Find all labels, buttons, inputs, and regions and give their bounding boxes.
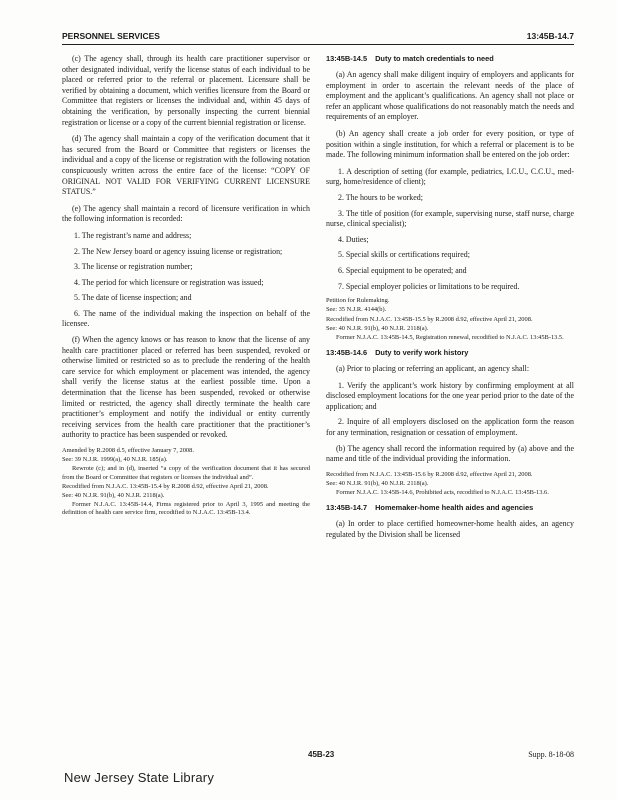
- list-item: 2. Inquire of all employers disclosed on the application form the reason for any termination, resignation or cessation of employment.: [326, 417, 574, 438]
- section-number: 13:45B-14.7: [326, 503, 368, 513]
- header-chapter: PERSONNEL SERVICES: [62, 31, 160, 41]
- list-item: 3. The title of position (for example, supervising nurse, staff nurse, charge nurse, clinical specialist);: [326, 208, 574, 229]
- page-number: 45B-23: [308, 750, 335, 759]
- list-item: 4. The period for which licensure or registration was issued;: [74, 277, 264, 287]
- history-note: Recodified from N.J.A.C. 13:45B-15.5 by R.2008 d.92, effective April 21, 2008.: [326, 315, 533, 323]
- paragraph: (a) In order to place certified homeowner-home health aides, an agency regulated by the Division shall be licensed: [326, 519, 574, 540]
- history-note: Recodified from N.J.A.C. 13:45B-15.4 by R.2008 d.92, effective April 21, 2008.: [62, 482, 269, 490]
- left-column: [62, 54, 310, 519]
- history-note: See: 40 N.J.R. 91(b), 40 N.J.R. 2118(a).: [326, 324, 429, 332]
- history-note: Former N.J.A.C. 13:45B-14.4, Firms registered prior to April 3, 1995 and meeting the definition of health care service firm, recodified to N.J.A.C. 13:45B-13.4.: [62, 501, 310, 517]
- history-note: Recodified from N.J.A.C. 13:45B-15.6 by R.2008 d.92, effective April 21, 2008.: [326, 470, 533, 478]
- list-item: 1. The registrant’s name and address;: [74, 230, 192, 240]
- paragraph: (a) An agency shall make diligent inquiry of employers and applicants for employment in order to ascertain the relevant needs of the place of employment and the applicant’s qualifications. An agency shall not place or refer an applicant whose qualifications do not reasonably match the needs and requirements of an employer.: [326, 70, 574, 122]
- paragraph-e: (e) The agency shall maintain a record of licensure verification in which the following information is recorded:: [62, 203, 310, 224]
- history-note: Rewrote (c); and in (d), inserted “a copy of the verification document that it has secured from the Board or Committee that registers or licenses the individual and”.: [62, 465, 310, 481]
- paragraph: (b) An agency shall create a job order for every position, or type of position within a single institution, for which a referral or placement is to be made. The following minimum information shall be entered on the job order:: [326, 128, 574, 160]
- list-item: 6. Special equipment to be operated; and: [338, 265, 467, 275]
- history-note: See: 40 N.J.R. 91(b), 40 N.J.R. 2118(a).: [62, 492, 165, 500]
- list-item: 4. Duties;: [338, 234, 369, 244]
- history-note: Former N.J.A.C. 13:45B-14.5, Registration renewal, recodified to N.J.A.C. 13:45B-13.5.: [336, 333, 564, 341]
- history-note: Former N.J.A.C. 13:45B-14.6, Prohibited acts, recodified to N.J.A.C. 13:45B-13.6.: [336, 489, 549, 497]
- library-stamp: New Jersey State Library: [64, 770, 215, 785]
- list-item: 6. The name of the individual making the inspection on behalf of the licensee.: [62, 308, 310, 329]
- section-title: Duty to match credentials to need: [375, 54, 494, 63]
- right-column: [326, 54, 574, 547]
- list-item: 5. Special skills or certifications required;: [338, 250, 470, 260]
- paragraph: (b) The agency shall record the information required by (a) above and the name and title of the individual providing the information.: [326, 443, 574, 464]
- history-note: See: 35 N.J.R. 4144(b).: [326, 306, 387, 314]
- supplement-date: Supp. 8-18-08: [528, 750, 574, 759]
- section-number: 13:45B-14.6: [326, 348, 368, 358]
- history-note: Amended by R.2008 d.5, effective January 7, 2008.: [62, 447, 194, 454]
- section-title: Homemaker-home health aides and agencies: [375, 503, 534, 513]
- section-heading: [326, 348, 574, 358]
- history-note: Petition for Rulemaking.: [326, 297, 390, 305]
- list-item: 3. The license or registration number;: [74, 262, 193, 272]
- paragraph: (a) Prior to placing or referring an applicant, an agency shall:: [336, 364, 530, 374]
- history-note: See: 39 N.J.R. 1999(a), 40 N.J.R. 185(a).: [62, 456, 168, 464]
- list-item: 1. Verify the applicant’s work history by confirming employment at all disclosed employment locations for the one year period prior to the date of the application; and: [326, 380, 574, 411]
- list-item: 2. The hours to be worked;: [338, 192, 423, 202]
- section-heading: [326, 503, 574, 513]
- list-item: 5. The date of license inspection; and: [74, 293, 192, 303]
- running-header: [62, 30, 574, 45]
- list-item: 1. A description of setting (for example, pediatrics, I.C.U., C.C.U., med-surg, home/residence of client);: [326, 166, 574, 187]
- paragraph-f: (f) When the agency knows or has reason to know that the license of any health care practitioner placed or referred has been suspended, revoked or otherwise limited or restricted so as to preclude the rendering of the health care service for which employment or placement was intended, the agency shall verify the license status at the earliest possible time. Upon a determination that the license has been suspended, revoked or otherwise limited or restricted, the agency shall directly terminate the health care practitioner’s employment and notify the individual or entity currently receiving services from the health care practitioner that the practitioner’s authority to practice has been suspended or revoked.: [62, 335, 310, 440]
- section-number: 13:45B-14.5: [326, 54, 368, 63]
- paragraph-d: (d) The agency shall maintain a copy of the verification document that it has secured from the Board or Committee that registers or licenses the individual and a copy of the license or registration with the following notation conspicuously written across the entire face of the license: “COPY OF ORIGINAL NOT VALID FOR VERIFYING CURRENT LICENSURE STATUS.”: [62, 134, 310, 197]
- header-section: 13:45B-14.7: [526, 31, 574, 41]
- history-note: See: 40 N.J.R. 91(b), 40 N.J.R. 2118(a).: [326, 480, 429, 488]
- paragraph-c: (c) The agency shall, through its health care practitioner supervisor or other designated individual, verify the license status of each individual to be placed or referred prior to the referral or placement. Licensure shall be verified by obtaining a document, which verifies licensure from the Board or Committee that registers or licenses the individual and, within 45 days of obtaining the verification, by personally inspecting the current biennial registration or license or a copy of the current biennial registration or license.: [62, 54, 310, 127]
- list-item: 2. The New Jersey board or agency issuing license or registration;: [74, 246, 283, 256]
- list-item: 7. Special employer policies or limitations to be required.: [338, 281, 520, 291]
- section-title: Duty to verify work history: [375, 348, 469, 358]
- section-heading: [326, 54, 574, 64]
